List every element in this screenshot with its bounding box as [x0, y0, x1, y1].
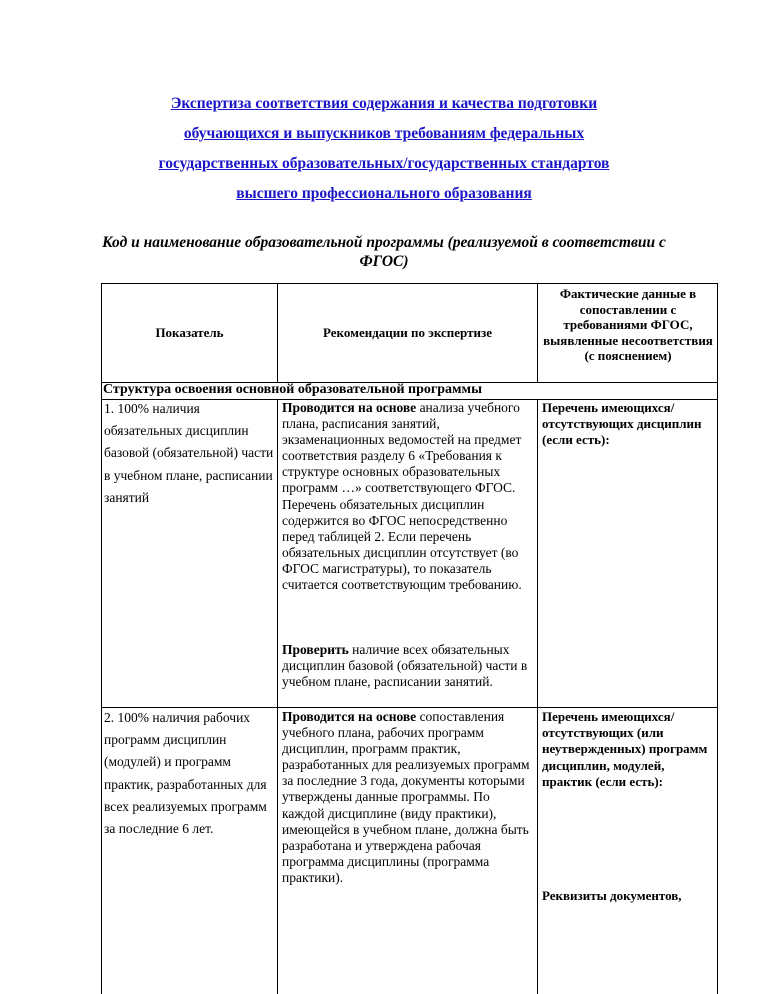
- row-1-indicator: 1. 100% наличия обязательных дисциплин базовой (обязательной) части в учебном плане, расписании занятий: [104, 401, 274, 505]
- row-1-check: [282, 642, 534, 690]
- header-divider-2: [537, 283, 538, 382]
- table-border-top: [101, 283, 718, 284]
- table-border-left: [101, 283, 102, 994]
- row-2-rec-text: сопоставления учебного плана, рабочих программ дисциплин, программ практик, разработанных для реализуемых программ за последние 3 года, документы которыми утверждены данные программы. По каждой дисциплине (виду практики), имеющейся в учебном плане, должна быть разработана и утверждена рабочая программа дисциплины (программа практики).: [282, 709, 530, 885]
- row-2-actual-requisites: Реквизиты документов,: [542, 888, 682, 903]
- row-2-rec-bold: Проводится на основе: [282, 709, 417, 724]
- header-indicator: Показатель: [155, 325, 224, 340]
- row-1-actual: Перечень имеющихся/отсутствующих дисциплин (если есть):: [542, 400, 702, 448]
- row-2-actual: Перечень имеющихся/отсутствующих (или неутвержденных) программ дисциплин, модулей, практик (если есть):: [542, 709, 708, 789]
- title-line-3: государственных образовательных/государственных стандартов: [158, 155, 610, 172]
- title-line-1: Экспертиза соответствия содержания и качества подготовки: [170, 95, 598, 112]
- header-recommendations: Рекомендации по экспертизе: [322, 325, 492, 340]
- row-1-check-text: наличие всех обязательных дисциплин базовой (обязательной) части в учебном плане, расписании занятий.: [282, 642, 528, 690]
- header-actual-data: Фактические данные в сопоставлении с требованиями ФГОС, выявленные несоответствия (с пояснением): [543, 286, 713, 364]
- body-divider-1: [277, 399, 278, 994]
- expertise-table: [101, 283, 718, 994]
- table-border-right: [717, 283, 718, 994]
- body-divider-2: [537, 399, 538, 994]
- row-1-recommendation: [282, 400, 534, 593]
- section-title: Структура освоения основной образовательной программы: [103, 382, 483, 397]
- title-line-2: обучающихся и выпускников требованиям федеральных: [183, 125, 585, 142]
- row-1-rec-bold: Проводится на основе: [282, 400, 417, 415]
- row-2-indicator: 2. 100% наличия рабочих программ дисциплин (модулей) и программ практик, разработанных для всех реализуемых программ за последние 6 лет.: [104, 710, 267, 837]
- title-line-4: высшего профессионального образования: [236, 185, 532, 202]
- row-2-recommendation: [282, 709, 534, 886]
- row-1-rec-text: анализа учебного плана, расписания занятий, экзаменационных ведомостей на предмет соответствия разделу 6 «Требования к структуре основных образовательных программ …» соответствующего ФГОС. Перечень обязательных дисциплин содержится во ФГОС непосредственно перед таблицей 2. Если перечень обязательных дисциплин отсутствует (во ФГОС магистратуры), то показатель считается соответствующим требованию.: [282, 400, 522, 593]
- program-subtitle: Код и наименование образовательной программы (реализуемой в соответствии с ФГОС): [102, 234, 666, 270]
- row-1-check-bold: Проверить: [282, 642, 349, 657]
